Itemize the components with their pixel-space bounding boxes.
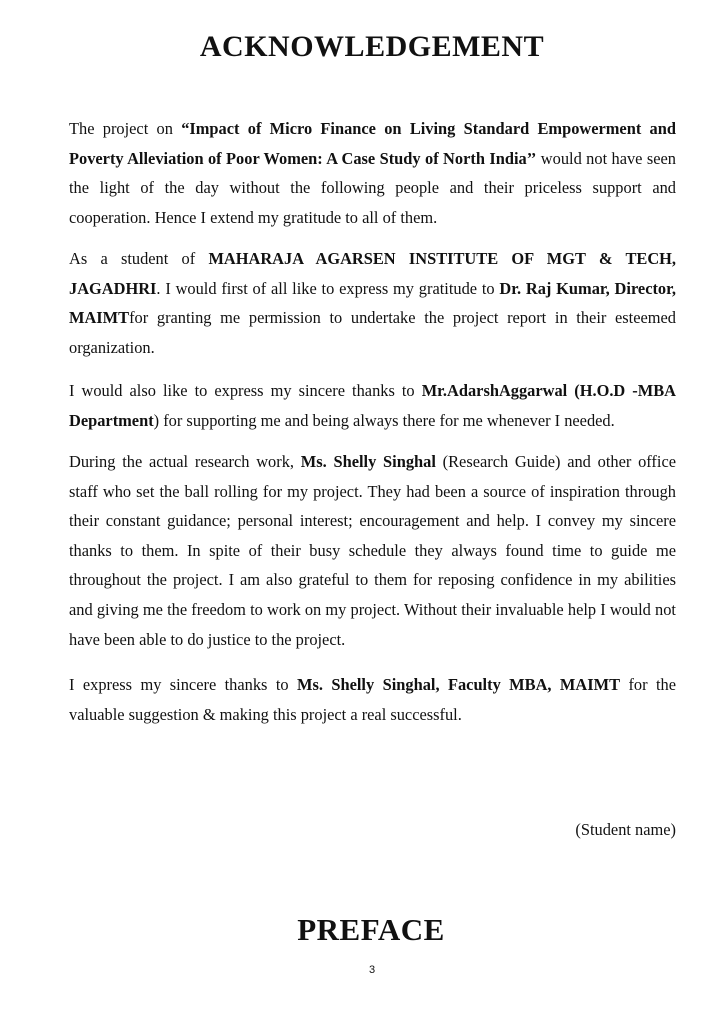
hod-name: Mr.AdarshAggarwal (H.O.D -MBA Department [69,381,677,430]
institute-name: MAHARAJA AGARSEN INSTITUTE OF MGT & TECH, JAGADHRI [69,249,676,298]
faculty-name: Ms. Shelly Singhal, Faculty MBA, MAIMT [297,675,621,694]
project-title: “Impact of Micro Finance on Living Standard Empowerment and Poverty Alleviation of Poor Women: A Case Study of North India’’ [69,119,676,168]
text-run: The project on [69,119,182,138]
paragraph-hod-thanks [69,376,676,435]
paragraph-institute [69,244,676,362]
text-run: I express my sincere thanks to [69,675,298,694]
text-run: As a student of [69,249,209,268]
paragraph-faculty-thanks [69,670,676,729]
preface-heading: PREFACE [297,912,445,947]
text-run: ) for supporting me and being always there for me whenever I needed. [153,410,615,430]
text-run: (Research Guide) and other office staff who set the ball rolling for my project. They had been a source of inspiration through their constant guidance; personal interest; encouragement and help. I convey my sincere thanks to them. In spite of their busy schedule they always found time to guide me throughout the project. I am also grateful to them for reposing confidence in my abilities and giving me the freedom to work on my project. Without their invaluable help I would not have been able to do justice to the project. [69,452,676,649]
page-number: 3 [368,964,376,976]
text-run: . I would first of all like to express my gratitude to [156,278,500,298]
text-run: for granting me permission to undertake the project report in their esteemed organization. [69,308,676,357]
paragraph-research-guide [69,447,676,654]
text-run: would not have seen the light of the day without the following people and their priceless support and cooperation. Hence I extend my gratitude to all of them. [69,148,676,227]
student-signature: (Student name) [575,820,676,839]
text-run: I would also like to express my sincere thanks to [69,381,422,400]
director-name: Dr. Raj Kumar, Director, MAIMT [69,278,676,328]
guide-name: Ms. Shelly Singhal [300,452,436,471]
text-run: for the valuable suggestion & making this project a real successful. [69,675,676,724]
acknowledgement-heading: ACKNOWLEDGEMENT [199,30,545,63]
paragraph-project-intro [69,114,676,232]
text-run: During the actual research work, [69,452,301,471]
